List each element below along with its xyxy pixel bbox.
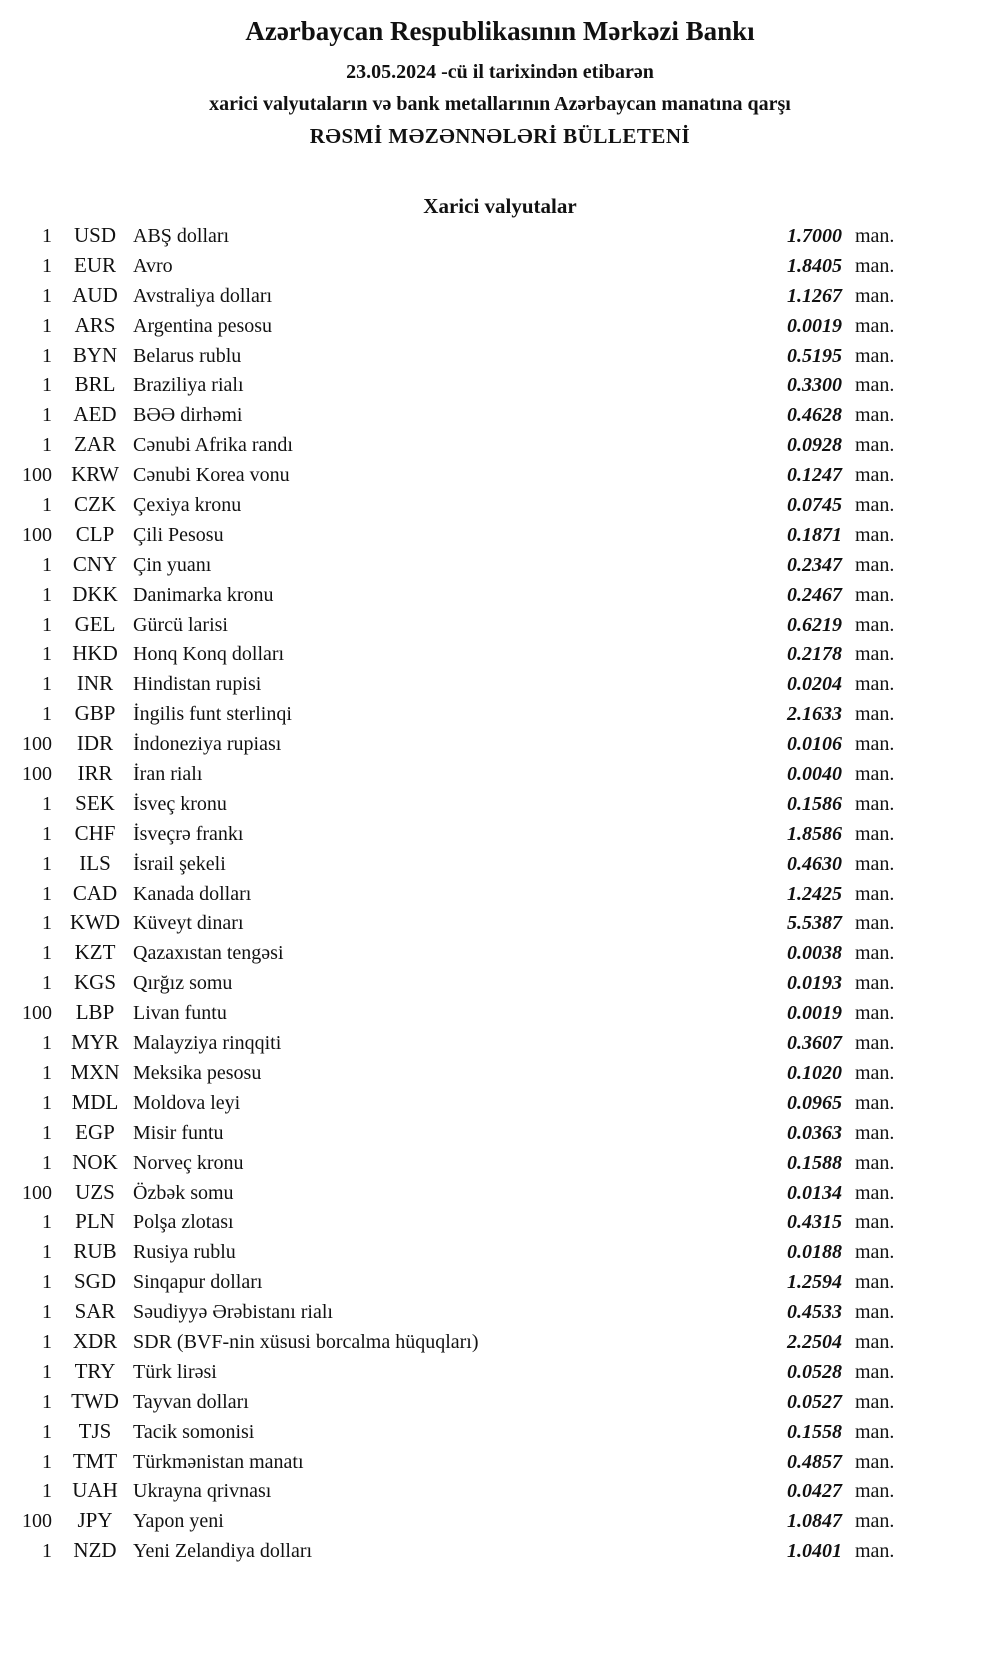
- currency-quantity: 1: [42, 1121, 52, 1144]
- currency-rate: 0.4628: [787, 404, 842, 427]
- currency-quantity: 1: [42, 822, 52, 845]
- rate-unit: man.: [855, 733, 895, 756]
- currency-quantity: 1: [42, 1330, 52, 1353]
- currency-rate: 0.6219: [787, 613, 842, 636]
- currency-rate: 1.1267: [787, 284, 842, 307]
- currency-rate: 0.4315: [787, 1211, 842, 1234]
- currency-name: Malayziya rinqqiti: [133, 1032, 282, 1055]
- currency-row: [0, 1150, 1000, 1180]
- rate-unit: man.: [855, 852, 895, 875]
- currency-rate: 0.1020: [787, 1061, 842, 1084]
- currency-quantity: 1: [42, 254, 52, 277]
- exchange-rates-table: [0, 223, 1000, 1568]
- currency-name: Ukrayna qrivnası: [133, 1480, 272, 1503]
- currency-rate: 1.7000: [787, 225, 842, 247]
- currency-rate: 0.2347: [787, 553, 842, 576]
- rate-unit: man.: [855, 1390, 895, 1413]
- rate-unit: man.: [855, 643, 895, 666]
- currency-quantity: 1: [42, 553, 52, 576]
- rate-unit: man.: [855, 1002, 895, 1025]
- currency-row: [0, 1299, 1000, 1329]
- currency-row: [0, 1090, 1000, 1120]
- rate-unit: man.: [855, 1151, 895, 1174]
- rate-unit: man.: [855, 314, 895, 337]
- currency-code: GEL: [74, 611, 116, 636]
- rate-unit: man.: [855, 464, 895, 487]
- currency-row: [0, 313, 1000, 343]
- currency-rate: 0.0040: [787, 763, 842, 786]
- currency-code: SAR: [74, 1299, 116, 1324]
- currency-quantity: 1: [42, 1032, 52, 1055]
- currency-name: Səudiyyə Ərəbistanı rialı: [133, 1301, 333, 1324]
- currency-rate: 1.0401: [787, 1540, 842, 1563]
- currency-rate: 0.1871: [787, 523, 842, 546]
- currency-code: NOK: [72, 1149, 118, 1174]
- currency-name: Avstraliya dolları: [133, 284, 273, 307]
- currency-quantity: 1: [42, 703, 52, 726]
- currency-quantity: 1: [42, 374, 52, 397]
- currency-row: [0, 910, 1000, 940]
- currency-rate: 0.1586: [787, 792, 842, 815]
- rate-unit: man.: [855, 523, 895, 546]
- currency-row: [0, 1030, 1000, 1060]
- currency-code: PLN: [75, 1209, 115, 1234]
- currency-name: Qırğız somu: [133, 972, 233, 995]
- currency-rate: 0.0038: [787, 942, 842, 965]
- currency-rate: 0.0363: [787, 1121, 842, 1144]
- currency-name: Norveç kronu: [133, 1151, 244, 1174]
- currency-row: [0, 821, 1000, 851]
- currency-quantity: 1: [42, 284, 52, 307]
- effective-date-line: 23.05.2024 -cü il tarixindən etibarən: [346, 61, 654, 83]
- currency-row: [0, 791, 1000, 821]
- currency-code: TMT: [72, 1448, 118, 1473]
- currency-code: ILS: [79, 850, 111, 875]
- rate-unit: man.: [855, 553, 895, 576]
- rate-unit: man.: [855, 942, 895, 965]
- currency-quantity: 1: [42, 942, 52, 965]
- rate-unit: man.: [855, 1061, 895, 1084]
- currency-row: [0, 761, 1000, 791]
- currency-code: IDR: [76, 731, 114, 756]
- currency-code: AUD: [72, 282, 118, 307]
- currency-name: Gürcü larisi: [133, 613, 228, 636]
- currency-code: MDL: [71, 1089, 119, 1114]
- currency-code: EGP: [75, 1119, 115, 1144]
- currency-quantity: 100: [22, 1510, 52, 1533]
- currency-name: Çin yuanı: [133, 553, 212, 576]
- currency-quantity: 1: [42, 1360, 52, 1383]
- currency-code: SGD: [73, 1269, 116, 1294]
- currency-row: [0, 1478, 1000, 1508]
- currency-quantity: 1: [42, 643, 52, 666]
- rate-unit: man.: [855, 225, 895, 247]
- currency-name: İndoneziya rupiası: [133, 733, 282, 756]
- currency-quantity: 1: [42, 404, 52, 427]
- currency-name: SDR (BVF-nin xüsusi borcalma hüquqları): [133, 1330, 479, 1353]
- currency-row: [0, 253, 1000, 283]
- rate-unit: man.: [855, 1540, 895, 1563]
- currency-name: Misir funtu: [133, 1121, 224, 1144]
- currency-quantity: 1: [42, 583, 52, 606]
- rate-unit: man.: [855, 1420, 895, 1443]
- currency-code: CAD: [72, 880, 118, 905]
- currency-name: Polşa zlotası: [133, 1211, 234, 1234]
- currency-rate: 5.5387: [787, 912, 842, 935]
- currency-rate: 0.0193: [787, 972, 842, 995]
- currency-rate: 0.0928: [787, 434, 842, 457]
- currency-code: ZAR: [74, 432, 116, 457]
- rate-unit: man.: [855, 792, 895, 815]
- currency-rate: 0.1588: [787, 1151, 842, 1174]
- currency-row: [0, 372, 1000, 402]
- currency-name: Tacik somonisi: [133, 1420, 255, 1443]
- currency-quantity: 1: [42, 1390, 52, 1413]
- currency-row: [0, 1000, 1000, 1030]
- currency-row: [0, 881, 1000, 911]
- currency-name: Rusiya rublu: [133, 1241, 236, 1264]
- currency-rate: 0.0527: [787, 1390, 842, 1413]
- currency-name: Çili Pesosu: [133, 523, 224, 546]
- currency-row: [0, 223, 1000, 253]
- currency-rate: 1.2425: [787, 882, 842, 905]
- currency-quantity: 100: [22, 1002, 52, 1025]
- currency-row: [0, 701, 1000, 731]
- currency-name: Küveyt dinarı: [133, 912, 244, 935]
- currency-row: [0, 462, 1000, 492]
- currency-row: [0, 283, 1000, 313]
- currency-rate: 0.0528: [787, 1360, 842, 1383]
- currency-code: KZT: [74, 940, 116, 965]
- currency-name: Cənubi Korea vonu: [133, 464, 290, 487]
- currency-row: [0, 552, 1000, 582]
- currency-quantity: 1: [42, 1450, 52, 1473]
- currency-rate: 2.2504: [787, 1330, 842, 1353]
- currency-rate: 0.0965: [787, 1091, 842, 1114]
- currency-code: INR: [76, 671, 114, 696]
- currency-name: Tayvan dolları: [133, 1390, 249, 1413]
- bank-title: Azərbaycan Respublikasının Mərkəzi Bankı: [245, 16, 755, 46]
- currency-row: [0, 612, 1000, 642]
- currency-rate: 0.2178: [787, 643, 842, 666]
- currency-name: Qazaxıstan tengəsi: [133, 942, 284, 965]
- rate-unit: man.: [855, 1121, 895, 1144]
- currency-code: MYR: [71, 1030, 119, 1055]
- rate-unit: man.: [855, 1510, 895, 1533]
- currency-quantity: 1: [42, 1241, 52, 1264]
- currency-row: [0, 522, 1000, 552]
- currency-code: UZS: [75, 1179, 115, 1204]
- subject-line: xarici valyutaların və bank metallarının Azərbaycan manatına qarşı: [209, 93, 791, 115]
- currency-name: Türk lirəsi: [133, 1360, 217, 1383]
- currency-quantity: 1: [42, 1151, 52, 1174]
- currency-row: [0, 940, 1000, 970]
- currency-row: [0, 1389, 1000, 1419]
- currency-code: JPY: [77, 1508, 113, 1533]
- currency-name: Avro: [133, 254, 173, 277]
- currency-quantity: 1: [42, 912, 52, 935]
- currency-row: [0, 1269, 1000, 1299]
- currency-row: [0, 1359, 1000, 1389]
- rate-unit: man.: [855, 344, 895, 367]
- currency-name: Livan funtu: [133, 1002, 227, 1025]
- rate-unit: man.: [855, 1271, 895, 1294]
- rate-unit: man.: [855, 912, 895, 935]
- currency-quantity: 1: [42, 314, 52, 337]
- currency-quantity: 1: [42, 852, 52, 875]
- currency-name: Hindistan rupisi: [133, 673, 262, 696]
- currency-code: KGS: [73, 970, 116, 995]
- currency-code: NZD: [73, 1538, 117, 1563]
- currency-name: İsrail şekeli: [133, 852, 226, 875]
- currency-code: DKK: [72, 581, 118, 606]
- rate-unit: man.: [855, 613, 895, 636]
- currency-quantity: 1: [42, 1091, 52, 1114]
- currency-code: USD: [73, 223, 116, 247]
- currency-quantity: 1: [42, 613, 52, 636]
- currency-code: BRL: [74, 372, 116, 397]
- currency-code: CLP: [75, 521, 115, 546]
- currency-row: [0, 671, 1000, 701]
- currency-quantity: 1: [42, 1480, 52, 1503]
- currency-name: Özbək somu: [133, 1181, 234, 1204]
- rate-unit: man.: [855, 822, 895, 845]
- currency-name: Honq Konq dolları: [133, 643, 285, 666]
- rate-unit: man.: [855, 254, 895, 277]
- currency-rate: 0.0019: [787, 314, 842, 337]
- currency-row: [0, 731, 1000, 761]
- currency-row: [0, 641, 1000, 671]
- currency-code: AED: [73, 402, 117, 427]
- currency-quantity: 1: [42, 972, 52, 995]
- currency-row: [0, 1120, 1000, 1150]
- currency-name: Meksika pesosu: [133, 1061, 262, 1084]
- rate-unit: man.: [855, 1032, 895, 1055]
- currency-row: [0, 402, 1000, 432]
- rate-unit: man.: [855, 1181, 895, 1204]
- currency-name: Yapon yeni: [133, 1510, 224, 1533]
- currency-name: Moldova leyi: [133, 1091, 241, 1114]
- rate-unit: man.: [855, 1211, 895, 1234]
- currency-rate: 0.2467: [787, 583, 842, 606]
- currency-rate: 0.3300: [787, 374, 842, 397]
- currency-row: [0, 582, 1000, 612]
- rate-unit: man.: [855, 374, 895, 397]
- bulletin-title-line: RƏSMİ MƏZƏNNƏLƏRİ BÜLLETENİ: [309, 124, 691, 148]
- rate-unit: man.: [855, 1091, 895, 1114]
- currency-code: SEK: [75, 790, 115, 815]
- currency-name: İsveçrə frankı: [133, 822, 244, 845]
- rate-unit: man.: [855, 434, 895, 457]
- currency-name: Sinqapur dolları: [133, 1271, 263, 1294]
- currency-code: KRW: [71, 462, 119, 487]
- currency-name: Braziliya rialı: [133, 374, 244, 397]
- rate-unit: man.: [855, 703, 895, 726]
- currency-rate: 0.0188: [787, 1241, 842, 1264]
- currency-quantity: 1: [42, 1211, 52, 1234]
- rate-unit: man.: [855, 1301, 895, 1324]
- currency-code: CZK: [74, 492, 116, 517]
- currency-name: İran rialı: [133, 763, 203, 786]
- currency-quantity: 100: [22, 763, 52, 786]
- currency-quantity: 100: [22, 1181, 52, 1204]
- currency-rate: 0.5195: [787, 344, 842, 367]
- currency-code: XDR: [72, 1328, 118, 1353]
- currency-name: İsveç kronu: [133, 792, 227, 815]
- currency-name: BƏƏ dirhəmi: [133, 404, 243, 427]
- currency-quantity: 1: [42, 1420, 52, 1443]
- currency-code: RUB: [73, 1239, 117, 1264]
- currency-code: CNY: [72, 551, 118, 576]
- currency-code: TWD: [71, 1388, 119, 1413]
- currency-code: BYN: [72, 342, 118, 367]
- currency-quantity: 1: [42, 792, 52, 815]
- currency-row: [0, 851, 1000, 881]
- currency-name: İngilis funt sterlinqi: [133, 703, 292, 726]
- currency-rate: 1.8405: [787, 254, 842, 277]
- rate-unit: man.: [855, 882, 895, 905]
- currency-row: [0, 1449, 1000, 1479]
- currency-name: Cənubi Afrika randı: [133, 434, 293, 457]
- currency-code: EUR: [74, 252, 116, 277]
- section-title-foreign-currencies: Xarici valyutalar: [423, 194, 577, 218]
- currency-quantity: 1: [42, 434, 52, 457]
- currency-code: KWD: [69, 910, 121, 935]
- currency-quantity: 1: [42, 494, 52, 517]
- currency-quantity: 1: [42, 1540, 52, 1563]
- rate-unit: man.: [855, 404, 895, 427]
- rate-unit: man.: [855, 1450, 895, 1473]
- rate-unit: man.: [855, 972, 895, 995]
- currency-row: [0, 492, 1000, 522]
- rate-unit: man.: [855, 284, 895, 307]
- currency-rate: 0.0745: [787, 494, 842, 517]
- currency-row: [0, 1209, 1000, 1239]
- currency-quantity: 1: [42, 673, 52, 696]
- currency-quantity: 1: [42, 1271, 52, 1294]
- currency-quantity: 1: [42, 225, 52, 247]
- currency-row: [0, 1329, 1000, 1359]
- currency-rate: 0.4533: [787, 1301, 842, 1324]
- currency-rate: 0.4630: [787, 852, 842, 875]
- currency-row: [0, 343, 1000, 373]
- currency-quantity: 1: [42, 344, 52, 367]
- currency-rate: 0.0019: [787, 1002, 842, 1025]
- rate-unit: man.: [855, 1241, 895, 1264]
- currency-row: [0, 970, 1000, 1000]
- currency-rate: 1.8586: [787, 822, 842, 845]
- currency-quantity: 100: [22, 523, 52, 546]
- currency-quantity: 100: [22, 464, 52, 487]
- currency-rate: 2.1633: [787, 703, 842, 726]
- currency-row: [0, 1060, 1000, 1090]
- rate-unit: man.: [855, 763, 895, 786]
- rate-unit: man.: [855, 1330, 895, 1353]
- currency-rate: 1.2594: [787, 1271, 842, 1294]
- rate-unit: man.: [855, 673, 895, 696]
- currency-code: IRR: [77, 761, 113, 786]
- currency-code: CHF: [74, 820, 116, 845]
- rate-unit: man.: [855, 583, 895, 606]
- currency-name: ABŞ dolları: [133, 225, 230, 247]
- currency-row: [0, 1538, 1000, 1568]
- currency-row: [0, 432, 1000, 462]
- currency-name: Çexiya kronu: [133, 494, 242, 517]
- currency-row: [0, 1508, 1000, 1538]
- currency-name: Danimarka kronu: [133, 583, 274, 606]
- currency-quantity: 100: [22, 733, 52, 756]
- currency-rate: 1.0847: [787, 1510, 842, 1533]
- currency-code: TRY: [74, 1358, 116, 1383]
- currency-rate: 0.1247: [787, 464, 842, 487]
- currency-code: UAH: [72, 1478, 118, 1503]
- currency-code: TJS: [78, 1418, 112, 1443]
- currency-code: ARS: [74, 312, 116, 337]
- rate-unit: man.: [855, 1480, 895, 1503]
- currency-name: Belarus rublu: [133, 344, 242, 367]
- currency-row: [0, 1239, 1000, 1269]
- currency-code: MXN: [70, 1059, 120, 1084]
- currency-rate: 0.1558: [787, 1420, 842, 1443]
- currency-rate: 0.3607: [787, 1032, 842, 1055]
- currency-rate: 0.0427: [787, 1480, 842, 1503]
- currency-row: [0, 1180, 1000, 1210]
- currency-quantity: 1: [42, 882, 52, 905]
- rate-unit: man.: [855, 494, 895, 517]
- currency-name: Türkmənistan manatı: [133, 1450, 304, 1473]
- currency-rate: 0.0204: [787, 673, 842, 696]
- currency-quantity: 1: [42, 1061, 52, 1084]
- currency-rate: 0.0134: [787, 1181, 842, 1204]
- currency-code: HKD: [72, 641, 118, 666]
- currency-row: [0, 1419, 1000, 1449]
- currency-rate: 0.0106: [787, 733, 842, 756]
- currency-name: Argentina pesosu: [133, 314, 273, 337]
- currency-name: Yeni Zelandiya dolları: [133, 1540, 313, 1563]
- currency-quantity: 1: [42, 1301, 52, 1324]
- currency-code: GBP: [74, 701, 116, 726]
- rate-unit: man.: [855, 1360, 895, 1383]
- currency-name: Kanada dolları: [133, 882, 252, 905]
- currency-code: LBP: [75, 1000, 115, 1025]
- currency-rate: 0.4857: [787, 1450, 842, 1473]
